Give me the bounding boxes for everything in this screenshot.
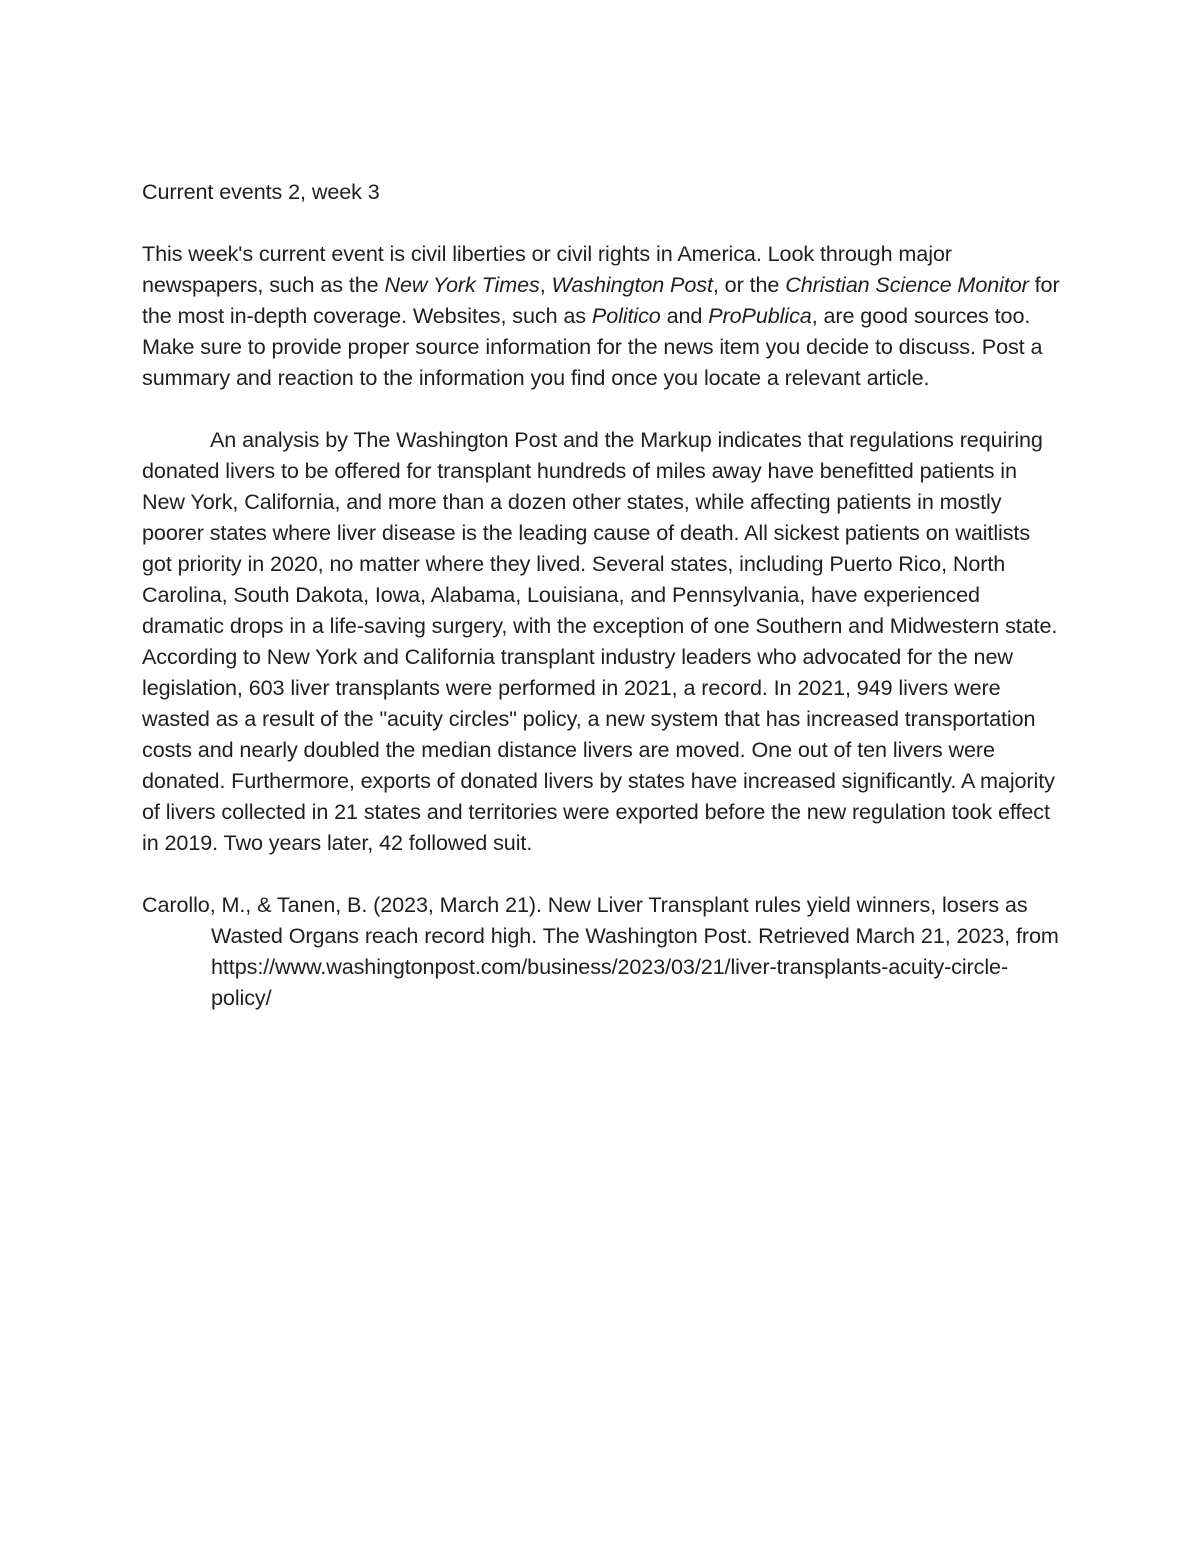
document-title: Current events 2, week 3 bbox=[142, 179, 380, 204]
article-summary: An analysis by The Washington Post and the Markup indicates that regulations requiring donated livers to be offered for transplant hundreds of miles away have benefitted patients in New York, California, and more than a dozen other states, while affecting patients in mostly poorer states where liver disease is the leading cause of death. All sickest patients on waitlists got priority in 2020, no matter where they lived. Several states, including Puerto Rico, North Carolina, South Dakota, Iowa, Alabama, Louisiana, and Pennsylvania, have experienced dramatic drops in a life-saving surgery, with the exception of one Southern and Midwestern state. According to New York and California transplant industry leaders who advocated for the new legislation, 603 liver transplants were performed in 2021, a record. In 2021, 949 livers were wasted as a result of the "acuity circles" policy, a new system that has increased transportation costs and nearly doubled the median distance livers are moved. One out of ten livers were donated. Furthermore, exports of donated livers by states have increased significantly. A majority of livers collected in 21 states and territories were exported before the new regulation took effect in 2019. Two years later, 42 followed suit. bbox=[142, 427, 1058, 855]
source-new-york-times: New York Times bbox=[384, 272, 540, 297]
citation-text: Carollo, M., & Tanen, B. (2023, March 21). New Liver Transplant rules yield winners, losers as Wasted Organs reach record high. The Washington Post. Retrieved March 21, 2023, from bbox=[142, 892, 1059, 948]
assignment-prompt bbox=[142, 238, 1062, 393]
document-page bbox=[142, 176, 1062, 1013]
prompt-text: for the most in-depth coverage. Websites, such as bbox=[142, 272, 1060, 328]
source-christian-science-monitor: Christian Science Monitor bbox=[785, 272, 1029, 297]
citation-url: https://www.washingtonpost.com/business/2023/03/21/liver-transplants-acuity-circle-policy/ bbox=[211, 954, 1009, 1010]
prompt-text: This week's current event is civil liberties or civil rights in America. Look through major newspapers, such as the bbox=[142, 241, 952, 297]
prompt-separator: and bbox=[660, 303, 709, 328]
reference-citation bbox=[142, 889, 1062, 1013]
prompt-text: , are good sources too. Make sure to provide proper source information for the news item you decide to discuss. Post a summary and reaction to the information you find once you locate a relevant article. bbox=[142, 303, 1043, 390]
prompt-separator: , bbox=[539, 272, 552, 297]
source-propublica: ProPublica bbox=[708, 303, 812, 328]
source-politico: Politico bbox=[591, 303, 661, 328]
prompt-separator: , or the bbox=[712, 272, 786, 297]
source-washington-post: Washington Post bbox=[551, 272, 713, 297]
